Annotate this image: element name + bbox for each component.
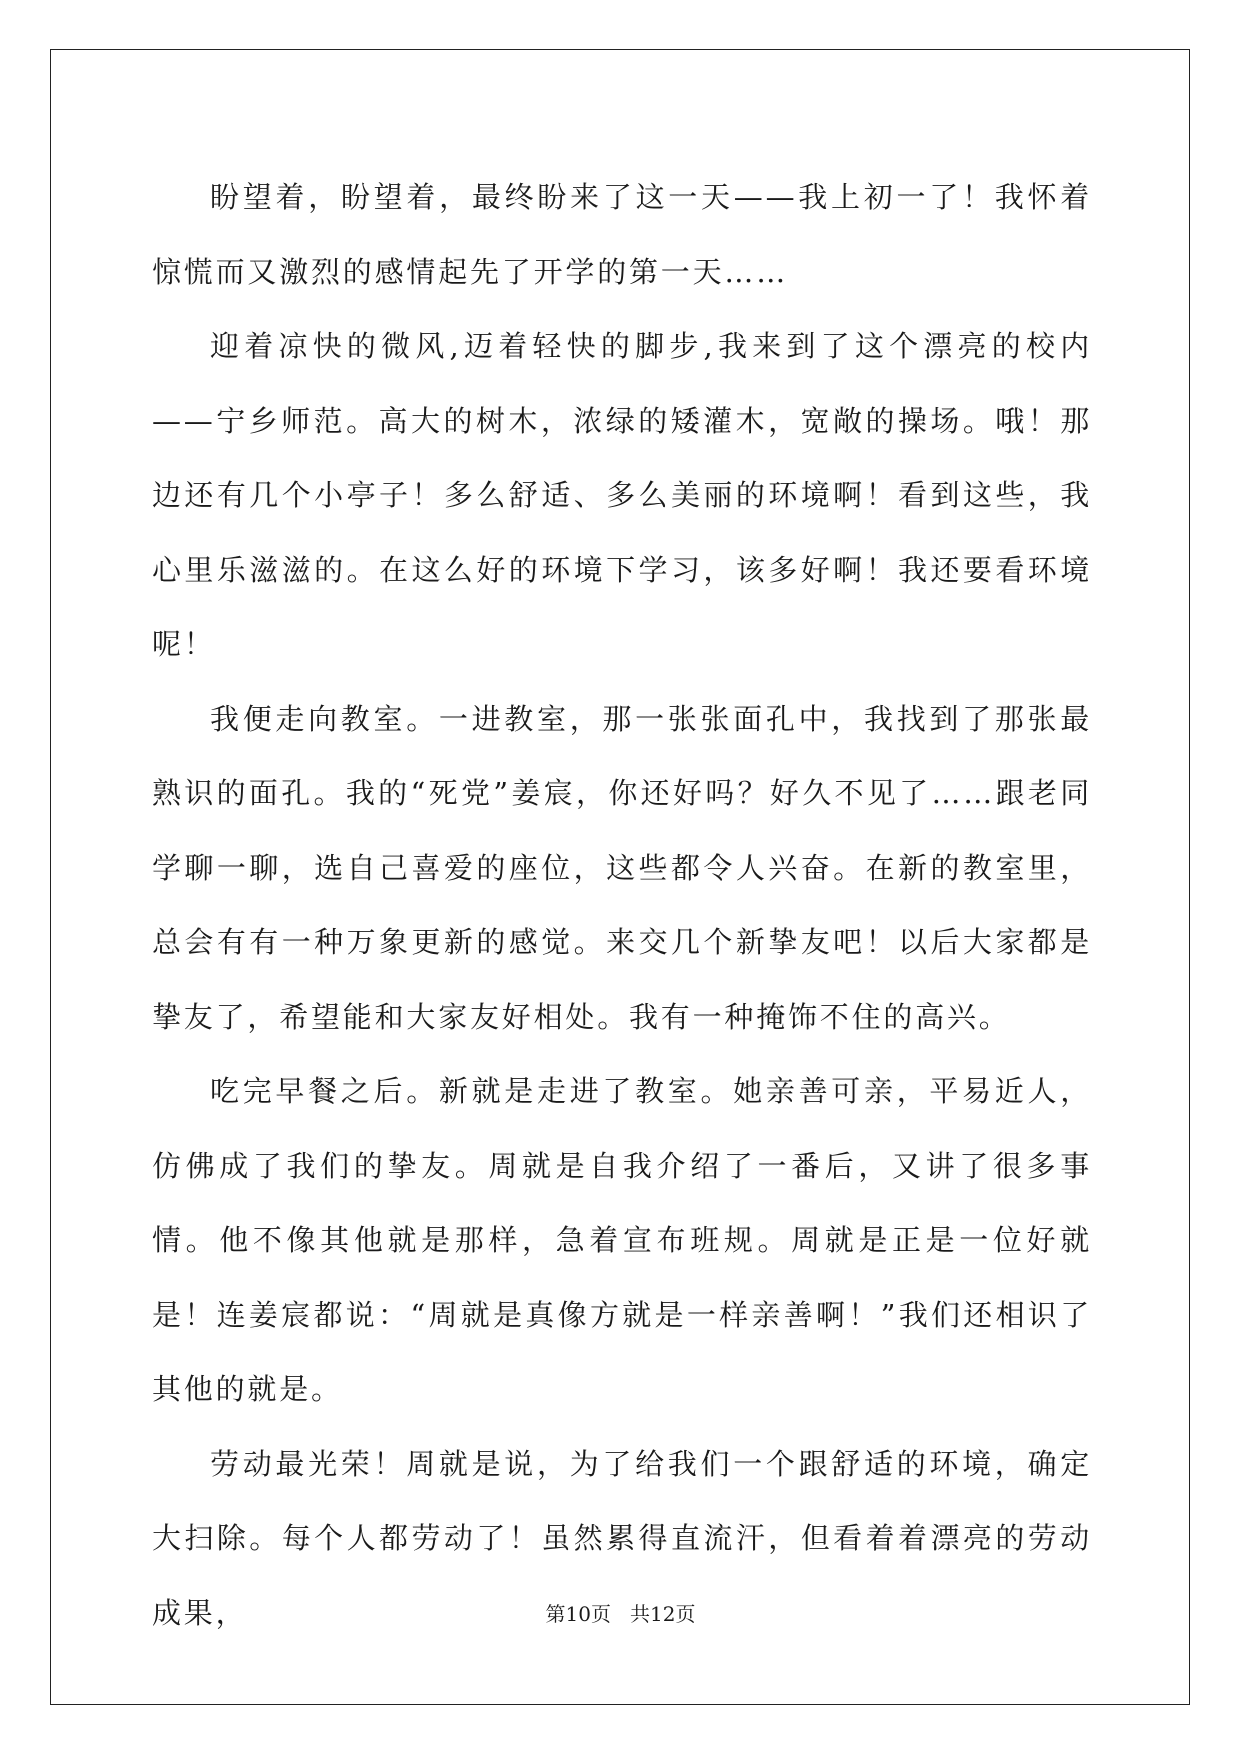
paragraph: 迎着凉快的微风,迈着轻快的脚步,我来到了这个漂亮的校内——宁乡师范。高大的树木，浓绿的矮灌木，宽敞的操场。哦！那边还有几个小亭子！多么舒适、多么美丽的环境啊！看到这些，我心里乐滋滋的。在这么好的环境下学习，该多好啊！我还要看环境呢！ — [152, 329, 1092, 661]
document-body — [152, 160, 1092, 1650]
paragraph: 劳动最光荣！周就是说，为了给我们一个跟舒适的环境，确定大扫除。每个人都劳动了！虽然累得直流汗，但看着着漂亮的劳动成果， — [152, 1446, 1092, 1630]
paragraph: 吃完早餐之后。新就是走进了教室。她亲善可亲，平易近人，仿佛成了我们的挚友。周就是自我介绍了一番后，又讲了很多事情。他不像其他就是那样，急着宣布班规。周就是正是一位好就是！连姜宸都说：“周就是真像方就是一样亲善啊！”我们还相识了其他的就是。 — [152, 1074, 1092, 1406]
paragraph: 盼望着，盼望着，最终盼来了这一天——我上初一了！我怀着惊慌而又激烈的感情起先了开学的第一天…… — [152, 180, 1092, 289]
page-number: 第10页 — [545, 1602, 611, 1626]
page-footer — [0, 1598, 1241, 1627]
page-total: 共12页 — [630, 1602, 696, 1626]
paragraph: 我便走向教室。一进教室，那一张张面孔中，我找到了那张最熟识的面孔。我的“死党”姜宸，你还好吗？好久不见了……跟老同学聊一聊，选自己喜爱的座位，这些都令人兴奋。在新的教室里，总会有有一种万象更新的感觉。来交几个新挚友吧！以后大家都是挚友了，希望能和大家友好相处。我有一种掩饰不住的高兴。 — [152, 701, 1092, 1034]
